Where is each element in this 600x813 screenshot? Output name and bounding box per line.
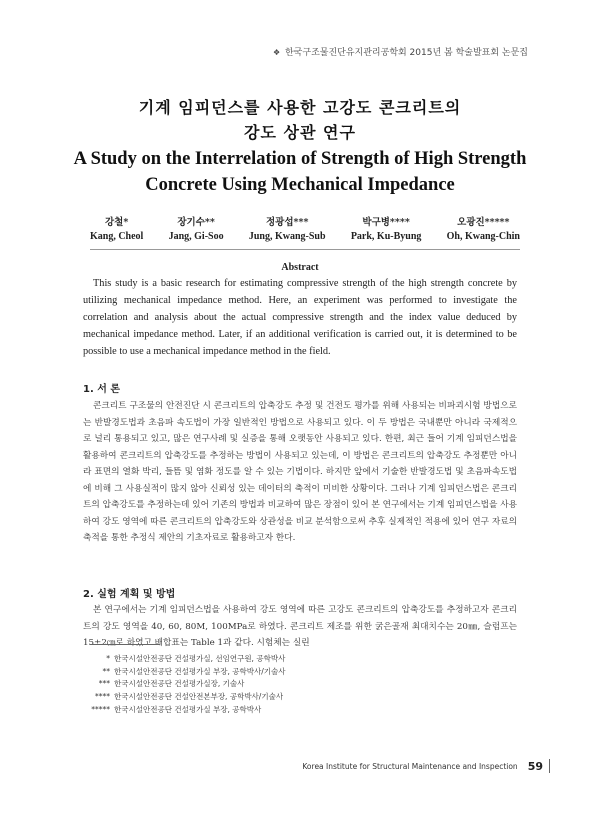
author-name-ko: 장기수** [177, 217, 215, 228]
abstract-heading: Abstract [281, 262, 319, 273]
korean-title-line-1: 기계 임피던스를 사용한 고강도 콘크리트의 [138, 98, 462, 117]
footnote [83, 678, 383, 691]
korean-title-line-2: 강도 상관 연구 [244, 123, 356, 142]
footnote [83, 703, 383, 716]
author [447, 214, 520, 242]
author [169, 214, 224, 242]
author-name-en: Jung, Kwang-Sub [248, 231, 326, 242]
english-title-line-2: Concrete Using Mechanical Impedance [145, 175, 455, 195]
footer-divider [549, 759, 550, 773]
running-header [90, 45, 528, 58]
running-header-text: 한국구조물진단유지관리공학회 2015년 봄 학술발표회 논문집 [284, 48, 528, 58]
section-2-heading: 2. 실험 계획 및 방법 [83, 589, 176, 600]
author-name-en: Park, Ku-Byung [350, 231, 422, 242]
author [249, 214, 326, 242]
footnote-mark: * [106, 653, 110, 663]
diamond-bullet-icon: ❖ [272, 48, 281, 57]
author-name-ko: 오광진***** [457, 217, 510, 228]
author-list [90, 214, 520, 242]
footnote-text: 한국시설안전공단 건설평가실 부장, 공학박사/기술사 [114, 666, 286, 676]
footnote-mark: *** [98, 679, 110, 689]
footnote [83, 652, 383, 665]
footnote [83, 690, 383, 703]
footnote-mark: ***** [91, 705, 110, 715]
abstract-body: This study is a basic research for estimating compressive strength of the high strength concrete by utilizing mechanical impedance method. Here, an experiment was performed to investigate the correlation and analysis about the actual compressive strength and the index value deduced by mechanical impedance method. Later, if an additional verification is carried out, it is determined to be possible to use a mechanical impedance method in the field. [83, 278, 517, 357]
author-name-ko: 강철* [105, 217, 129, 228]
footnote-text: 한국시설안전공단 건설평가실, 선임연구원, 공학박사 [114, 653, 286, 663]
author-name-ko: 박구병**** [362, 217, 410, 228]
author-name-en: Oh, Kwang-Chin [446, 231, 520, 242]
author [351, 214, 422, 242]
author-name-en: Jang, Gi-Soo [168, 231, 224, 242]
section-1-heading: 1. 서 론 [83, 384, 121, 395]
footnote-text: 한국시설안전공단 건설평가실 부장, 공학박사 [114, 705, 262, 715]
title-divider [90, 249, 520, 250]
footnote-text: 한국시설안전공단 건설안전본부장, 공학박사/기술사 [114, 692, 284, 702]
footer-organization: Korea Institute for Structural Maintenance and Inspection [302, 761, 518, 771]
footnote-divider [90, 644, 160, 645]
author-name-en: Kang, Cheol [90, 231, 144, 242]
english-title-line-1: A Study on the Interrelation of Strength of High Strength [73, 149, 527, 169]
footnote-text: 한국시설안전공단 건설평가실장, 기술사 [114, 679, 245, 689]
author-name-ko: 정광섭*** [265, 217, 309, 228]
footnote-mark: ** [102, 666, 110, 676]
author [90, 214, 143, 242]
footnotes [83, 652, 383, 716]
footnote [83, 665, 383, 678]
page-number: 59 [527, 759, 543, 773]
page-footer [290, 759, 550, 773]
footnote-mark: **** [95, 692, 110, 702]
section-2-body: 본 연구에서는 기계 임피던스법을 사용하여 강도 영역에 따른 고강도 콘크리트의 압축강도를 추정하고자 콘크리트의 강도 영역을 40, 60, 80M, 100MPa로 하였다. 콘크리트 제조를 위한 굵은골재 최대치수는 20㎜, 슬럼프는 15±2㎝로 하였고 배합표는 Table 1과 같다. 시험체는 실린 [83, 605, 517, 648]
section-1-body: 콘크리트 구조물의 안전진단 시 콘크리트의 압축강도 추정 및 건전도 평가를 위해 사용되는 비파괴시험 방법으로는 반발경도법과 초음파 속도법이 가장 일반적인 방법으로 사용되고 있다. 이 두 방법은 국내뿐만 아니라 국제적으로 널리 통용되고 있고, 많은 연구사례 및 실증을 통해 오랫동안 사용되고 있다. 한편, 최근 들어 기계 임피던스법을 활용하여 콘크리트의 압축강도를 추정하는 방법이 사용되고 있는데, 이 방법은 콘크리트의 압축강도 추정뿐만 아니라 표면의 열화 박리, 들뜸 및 염화 정도를 알 수 있는 기법이다. 하지만 앞에서 기술한 반발경도법 및 초음파속도법에 비해 그 사용실적이 많지 않아 신뢰성 있는 데이터의 축적이 미비한 상황이다. 그러나 기계 임피던스법은 콘크리트의 압축강도를 추정하는데 있어 기존의 방법과 비교하여 많은 장점이 있어 본 연구에서는 기계 임피던스법을 사용하여 강도 영역에 따른 콘크리트의 압축강도와 상관성을 비교 분석함으로써 추후 실제적인 적용에 있어 연구 자료의 축적을 통한 추정식 제안의 기초자료로 활용하고자 한다. [83, 401, 517, 543]
